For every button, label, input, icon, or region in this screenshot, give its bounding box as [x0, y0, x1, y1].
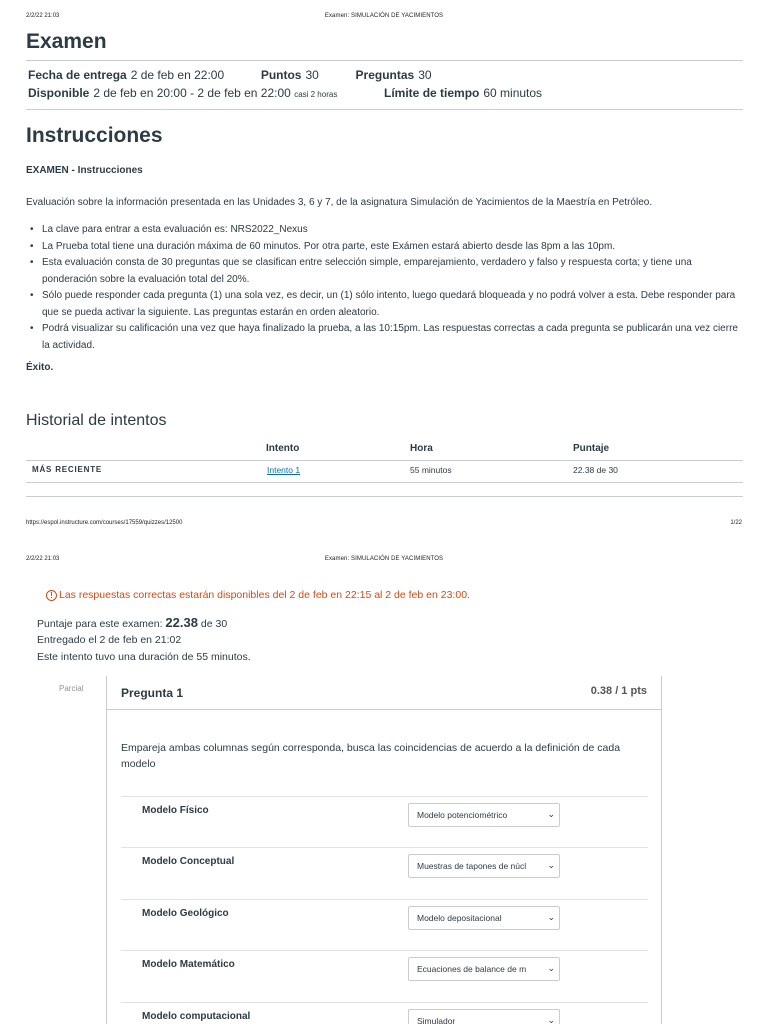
instructions-title: Instrucciones: [26, 124, 163, 147]
column-header-time: Hora: [410, 443, 433, 454]
duration-text: Este intento tuvo una duración de 55 minutos.: [37, 651, 251, 663]
list-item: • Sólo puede responder cada pregunta (1) una sola vez, es decir, un (1) sólo intento, luego quedará bloqueada y no podrá volver a esta. Debe responder para que se pueda activar la siguiente. Las preguntas estarán en orden aleatorio.: [26, 288, 743, 321]
column-header-attempt: Intento: [266, 443, 300, 454]
selected-value: Modelo depositacional: [417, 913, 502, 923]
divider: [26, 109, 743, 110]
divider: [26, 460, 743, 461]
list-item: • La Prueba total tiene una duración máxima de 60 minutos. Por otra parte, este Exámen estará abierto desde las 8pm a las 10pm.: [26, 239, 743, 256]
match-label: Modelo Geológico: [142, 908, 229, 919]
questions-label: Preguntas: [355, 68, 415, 82]
selected-value: Ecuaciones de balance de m: [417, 964, 527, 974]
instructions-list: [26, 222, 743, 354]
score-value: 22.38: [165, 615, 198, 630]
match-select[interactable]: [408, 906, 560, 930]
notice-text: Las respuestas correctas estarán disponibles del 2 de feb en 22:15 al 2 de feb en 23:00.: [59, 589, 470, 601]
exam-meta-row-2: [28, 86, 542, 100]
match-select[interactable]: [408, 1009, 560, 1024]
history-title: Historial de intentos: [26, 412, 167, 429]
print-url: https://espol.instructure.com/courses/17559/quizzes/12500: [26, 520, 183, 526]
match-select[interactable]: [408, 854, 560, 878]
attempt-link[interactable]: Intento 1: [267, 465, 301, 475]
selected-value: Simulador: [417, 1016, 456, 1024]
score-summary: [37, 615, 227, 630]
available-value: 2 de feb en 20:00 - 2 de feb en 22:00: [93, 86, 291, 100]
available-note: casi 2 horas: [294, 90, 338, 99]
chevron-down-icon: ⌄: [547, 809, 555, 819]
available-label: Disponible: [28, 86, 90, 100]
print-header: [26, 13, 742, 23]
print-date: 2/2/22 21:03: [26, 556, 60, 562]
column-header-score: Puntaje: [573, 443, 610, 454]
chevron-down-icon: ⌄: [547, 1015, 555, 1024]
score-suffix: de 30: [197, 618, 228, 630]
time-limit-value: 60 minutos: [483, 86, 543, 100]
score-cell: 22.38 de 30: [573, 465, 618, 475]
chevron-down-icon: ⌄: [547, 963, 555, 973]
score-prefix: Puntaje para este examen:: [37, 618, 166, 630]
time-limit-label: Límite de tiempo: [384, 86, 480, 100]
match-row: [121, 1002, 648, 1024]
points-value: 30: [305, 68, 319, 82]
time-cell: 55 minutos: [410, 465, 452, 475]
chevron-down-icon: ⌄: [547, 912, 555, 922]
divider: [26, 482, 743, 483]
match-select[interactable]: [408, 803, 560, 827]
print-header: [26, 556, 742, 566]
submitted-text: Entregado el 2 de feb en 21:02: [37, 634, 182, 646]
question-status: Parcial: [59, 684, 84, 693]
match-row: [121, 847, 648, 899]
match-label: Modelo Matemático: [142, 959, 235, 970]
exam-meta-row-1: [28, 68, 432, 82]
match-label: Modelo Físico: [142, 805, 209, 816]
instructions-intro: Evaluación sobre la información presentada en las Unidades 3, 6 y 7, de la asignatura Simulación de Yacimientos de la Maestría en Petróleo.: [26, 197, 653, 208]
due-label: Fecha de entrega: [28, 68, 127, 82]
divider: [26, 60, 743, 61]
print-page-number: 1/22: [730, 520, 742, 526]
divider: [26, 496, 743, 497]
question-text: Empareja ambas columnas según corresponda, busca las coincidencias de acuerdo a la definición de cada modelo: [121, 742, 621, 770]
match-select[interactable]: [408, 957, 560, 981]
answers-notice: [46, 589, 470, 601]
selected-value: Muestras de tapones de núcl: [417, 861, 527, 871]
question-card: [106, 676, 662, 1024]
page-title: Examen: [26, 30, 107, 53]
match-row: [121, 950, 648, 1002]
instructions-subtitle: EXAMEN - Instrucciones: [26, 165, 143, 176]
question-points: 0.38 / 1 pts: [590, 685, 647, 697]
list-item: • La clave para entrar a esta evaluación es: NRS2022_Nexus: [26, 222, 743, 239]
questions-value: 30: [418, 68, 432, 82]
points-label: Puntos: [260, 68, 302, 82]
match-row: [121, 796, 648, 848]
match-label: Modelo Conceptual: [142, 856, 235, 867]
selected-value: Modelo potenciométrico: [417, 810, 508, 820]
print-title: Examen: SIMULACIÓN DE YACIMIENTOS: [324, 556, 444, 562]
due-value: 2 de feb en 22:00: [130, 68, 225, 82]
attempt-cell: [267, 465, 300, 475]
print-date: 2/2/22 21:03: [26, 13, 60, 19]
chevron-down-icon: ⌄: [547, 860, 555, 870]
match-row: [121, 899, 648, 951]
question-title: Pregunta 1: [121, 686, 184, 700]
warning-icon: !: [46, 590, 57, 601]
question-header: [107, 676, 661, 710]
list-item: • Podrá visualizar su calificación una vez que haya finalizado la prueba, a las 10:15pm. Las respuestas correctas a cada pregunta se publicarán una vez cierre la actividad.: [26, 321, 743, 354]
print-title: Examen: SIMULACIÓN DE YACIMIENTOS: [324, 13, 444, 19]
list-item: • Esta evaluación consta de 30 preguntas que se clasifican entre selección simple, emparejamiento, verdadero y falso y respuesta corta; y tiene una ponderación sobre la evaluación total del 20%.: [26, 255, 743, 288]
match-label: Modelo computacional: [142, 1011, 251, 1022]
instructions-closing: Éxito.: [26, 362, 54, 373]
most-recent-label: MÁS RECIENTE: [32, 465, 103, 474]
